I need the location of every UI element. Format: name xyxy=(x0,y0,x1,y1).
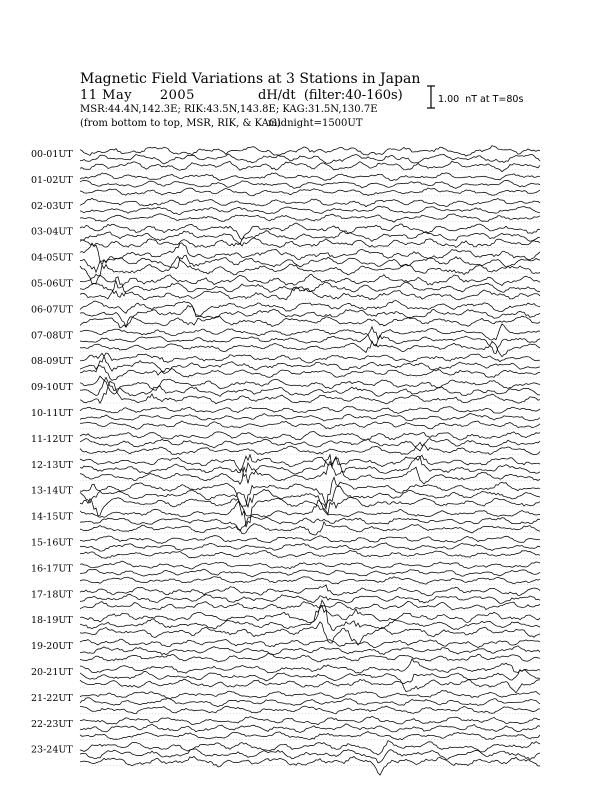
trace-msr xyxy=(80,622,540,645)
trace-kag xyxy=(80,561,540,569)
trace-msr xyxy=(80,550,540,558)
row-label: 20-21UT xyxy=(31,667,73,678)
trace-rows xyxy=(31,146,540,775)
trace-kag xyxy=(80,690,540,699)
trace-kag xyxy=(80,173,540,181)
trace-kag xyxy=(80,146,540,156)
trace-msr xyxy=(80,316,540,328)
trace-kag xyxy=(80,324,540,346)
trace-rik xyxy=(80,749,540,763)
trace-rik xyxy=(80,180,540,188)
trace-rik xyxy=(80,282,540,297)
trace-kag xyxy=(80,406,540,413)
trace-rik xyxy=(80,439,540,451)
row-label: 17-18UT xyxy=(31,589,73,601)
trace-rik xyxy=(80,231,540,245)
row-label: 01-02UT xyxy=(31,174,73,186)
trace-rik xyxy=(80,455,540,484)
trace-msr xyxy=(80,732,540,740)
trace-msr xyxy=(80,366,540,381)
row-label: 12-13UT xyxy=(31,459,73,471)
date-label: 11 May 2005 xyxy=(80,88,195,103)
trace-kag xyxy=(80,376,540,394)
trace-rik xyxy=(80,327,540,354)
quantity-label: dH/dt (filter:40-160s) xyxy=(258,88,403,103)
trace-kag xyxy=(80,198,540,207)
trace-rik xyxy=(80,516,540,531)
trace-kag xyxy=(80,301,540,317)
trace-msr xyxy=(80,601,540,609)
midnight-note: midnight=1500UT xyxy=(268,118,363,129)
row-label: 09-10UT xyxy=(31,382,73,394)
trace-msr xyxy=(80,577,540,585)
trace-kag xyxy=(80,353,540,363)
trace-rik xyxy=(80,154,540,164)
trace-rik xyxy=(80,413,540,421)
trace-kag xyxy=(80,716,540,725)
trace-rik xyxy=(80,646,540,655)
scale-bar-label: 1.00 nT at T=80s xyxy=(438,94,524,105)
row-label: 15-16UT xyxy=(31,537,73,549)
trace-msr xyxy=(80,188,540,196)
row-label: 10-11UT xyxy=(31,408,73,419)
row-label: 11-12UT xyxy=(31,433,73,445)
trace-msr xyxy=(80,653,540,662)
row-label: 21-22UT xyxy=(31,692,73,704)
trace-rik xyxy=(80,698,540,707)
row-label: 04-05UT xyxy=(31,252,73,264)
row-label: 18-19UT xyxy=(31,615,73,627)
trace-rik xyxy=(80,206,540,214)
trace-rik xyxy=(80,543,540,551)
trace-kag xyxy=(80,500,540,517)
trace-msr xyxy=(80,256,540,283)
row-label: 06-07UT xyxy=(31,304,73,316)
trace-msr xyxy=(80,161,540,172)
trace-msr xyxy=(80,421,540,429)
row-label: 16-17UT xyxy=(31,563,73,575)
trace-rik xyxy=(80,594,540,603)
row-label: 23-24UT xyxy=(31,744,73,756)
trace-kag xyxy=(80,639,540,648)
station-order-note: (from bottom to top, MSR, RIK, & KAG) xyxy=(80,118,281,129)
trace-kag xyxy=(80,274,540,288)
trace-rik xyxy=(80,356,540,373)
station-coordinates: MSR:44.4N,142.3E; RIK:43.5N,143.8E; KAG:31.5N,130.7E xyxy=(80,104,378,115)
trace-kag xyxy=(80,605,540,622)
trace-msr xyxy=(80,214,540,222)
row-label: 14-15UT xyxy=(31,511,73,523)
trace-kag xyxy=(80,536,540,544)
trace-kag xyxy=(80,432,540,441)
trace-rik xyxy=(80,569,540,577)
trace-rik xyxy=(80,600,540,630)
row-label: 00-01UT xyxy=(31,149,73,160)
row-label: 05-06UT xyxy=(31,278,73,290)
row-label: 07-08UT xyxy=(31,330,73,342)
trace-msr xyxy=(80,238,540,248)
row-label: 08-09UT xyxy=(31,356,73,368)
row-label: 02-03UT xyxy=(31,200,73,212)
chart-title: Magnetic Field Variations at 3 Stations in Japan xyxy=(80,71,421,87)
trace-kag xyxy=(80,659,540,673)
trace-kag xyxy=(80,585,540,596)
trace-msr xyxy=(80,706,540,714)
row-label: 03-04UT xyxy=(31,226,73,238)
trace-kag xyxy=(80,223,540,240)
trace-rik xyxy=(80,378,540,397)
row-label: 22-23UT xyxy=(31,718,73,730)
trace-msr xyxy=(80,442,540,454)
trace-rik xyxy=(80,724,540,733)
row-label: 19-20UT xyxy=(31,641,73,653)
trace-msr xyxy=(80,679,540,693)
row-label: 13-14UT xyxy=(31,485,73,497)
